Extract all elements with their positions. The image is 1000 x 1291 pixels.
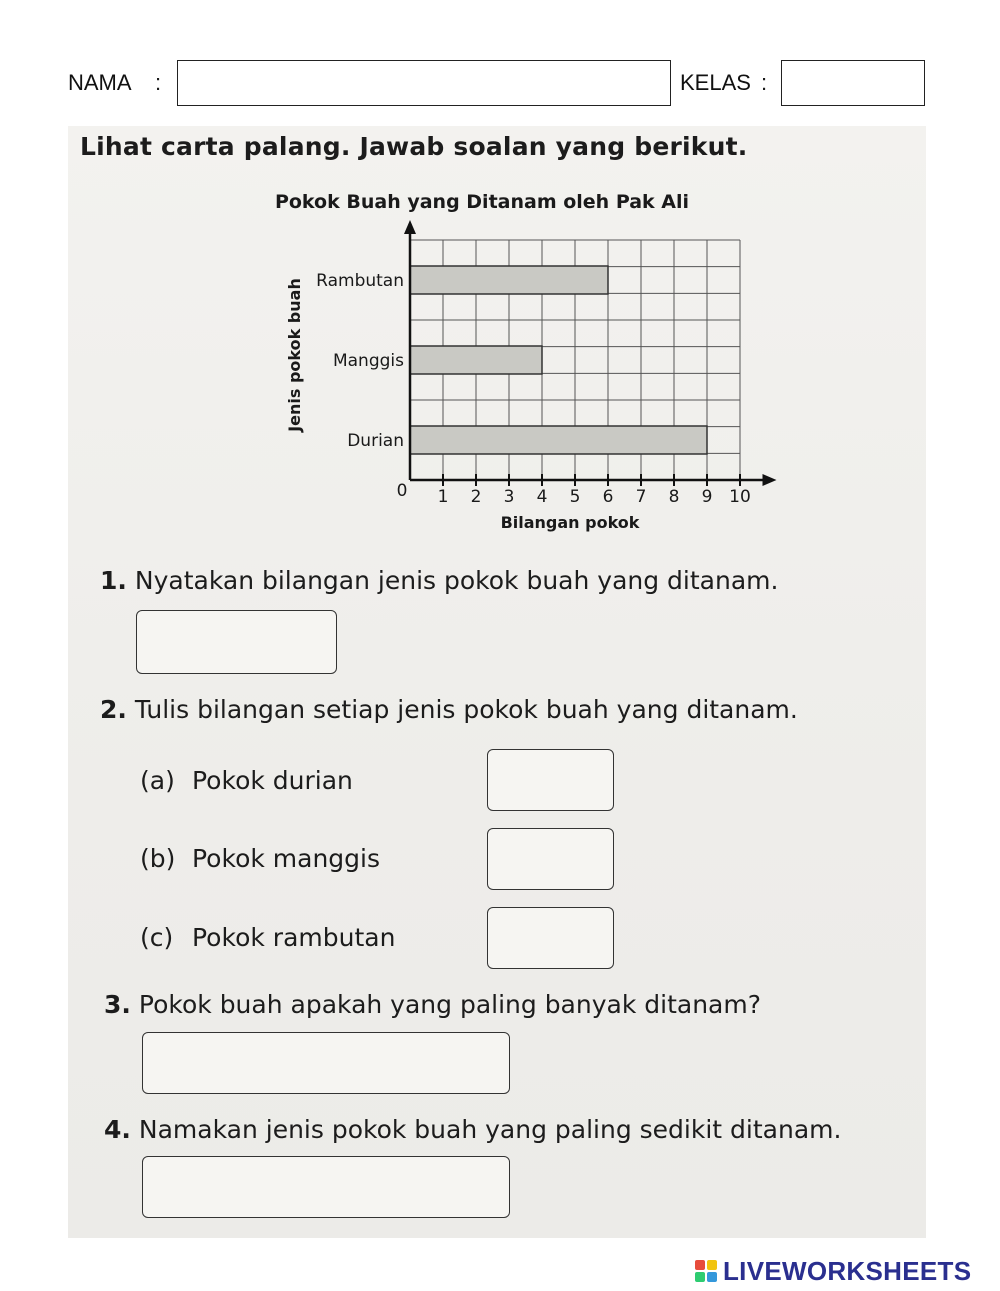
chart-title: Pokok Buah yang Ditanam oleh Pak Ali <box>274 191 690 213</box>
question-4-number: 4. <box>104 1115 131 1144</box>
category-label-manggis: Manggis <box>332 351 404 371</box>
x-axis-arrow-icon <box>763 474 777 486</box>
chart-bars <box>410 266 707 454</box>
question-4 <box>104 1115 841 1144</box>
chart-y-category-labels <box>316 271 404 451</box>
question-2a-letter: (a) <box>140 766 175 795</box>
liveworksheets-logo[interactable] <box>695 1256 971 1286</box>
answer-box-2a[interactable] <box>487 749 614 811</box>
logo-square <box>707 1260 717 1270</box>
question-2-text: Tulis bilangan setiap jenis pokok buah yang ditanam. <box>134 695 798 724</box>
question-3-text: Pokok buah apakah yang paling banyak ditanam? <box>138 990 761 1019</box>
logo-grid-icon <box>695 1260 717 1282</box>
logo-square <box>695 1260 705 1270</box>
question-2c <box>140 923 395 952</box>
question-2c-text: Pokok rambutan <box>192 923 396 952</box>
bar-manggis <box>410 346 542 374</box>
question-2-number: 2. <box>100 695 127 724</box>
question-3-number: 3. <box>104 990 131 1019</box>
nama-colon: : <box>155 70 162 95</box>
question-1-number: 1. <box>100 566 127 595</box>
answer-box-4[interactable] <box>142 1156 510 1218</box>
logo-square <box>707 1272 717 1282</box>
x-tick-label: 10 <box>729 487 751 507</box>
kelas-colon: : <box>761 70 768 95</box>
brand-name: LIVEWORKSHEETS <box>723 1255 972 1286</box>
x-tick-label: 8 <box>668 487 680 507</box>
answer-box-2b[interactable] <box>487 828 614 890</box>
answer-box-3[interactable] <box>142 1032 510 1094</box>
question-2b-text: Pokok manggis <box>192 844 381 873</box>
x-tick-label: 5 <box>569 487 581 507</box>
y-axis-arrow-icon <box>404 220 416 234</box>
question-2b <box>140 844 380 873</box>
question-2a-text: Pokok durian <box>192 766 353 795</box>
instruction-text: Lihat carta palang. Jawab soalan yang berikut. <box>80 132 748 161</box>
question-2a <box>140 766 353 795</box>
x-tick-label: 9 <box>701 487 713 507</box>
student-info-header <box>0 60 1000 110</box>
question-1 <box>100 566 778 595</box>
logo-square <box>695 1272 705 1282</box>
question-2b-letter: (b) <box>140 844 176 873</box>
chart-y-axis-label: Jenis pokok buah <box>285 278 304 432</box>
question-3 <box>104 990 761 1019</box>
bar-chart <box>270 180 790 540</box>
x-tick-label: 6 <box>602 487 614 507</box>
chart-x-axis-label: Bilangan pokok <box>500 513 640 532</box>
x-tick-label: 1 <box>437 487 449 507</box>
question-1-text: Nyatakan bilangan jenis pokok buah yang ditanam. <box>134 566 779 595</box>
question-4-text: Namakan jenis pokok buah yang paling sedikit ditanam. <box>138 1115 842 1144</box>
x-tick-label: 4 <box>536 487 548 507</box>
x-tick-label: 2 <box>470 487 482 507</box>
category-label-rambutan: Rambutan <box>316 271 404 291</box>
answer-box-2c[interactable] <box>487 907 614 969</box>
kelas-label: KELAS <box>680 70 751 95</box>
question-2 <box>100 695 798 724</box>
x-tick-label: 3 <box>503 487 515 507</box>
kelas-input[interactable] <box>781 60 925 106</box>
answer-box-1[interactable] <box>136 610 337 674</box>
category-label-durian: Durian <box>347 431 404 451</box>
x-tick-label: 7 <box>635 487 647 507</box>
chart-x-tick-labels <box>397 481 751 507</box>
nama-input[interactable] <box>177 60 671 106</box>
x-tick-label: 0 <box>396 481 408 501</box>
bar-rambutan <box>410 266 608 294</box>
bar-durian <box>410 426 707 454</box>
question-2c-letter: (c) <box>140 923 174 952</box>
nama-label: NAMA <box>68 70 132 95</box>
